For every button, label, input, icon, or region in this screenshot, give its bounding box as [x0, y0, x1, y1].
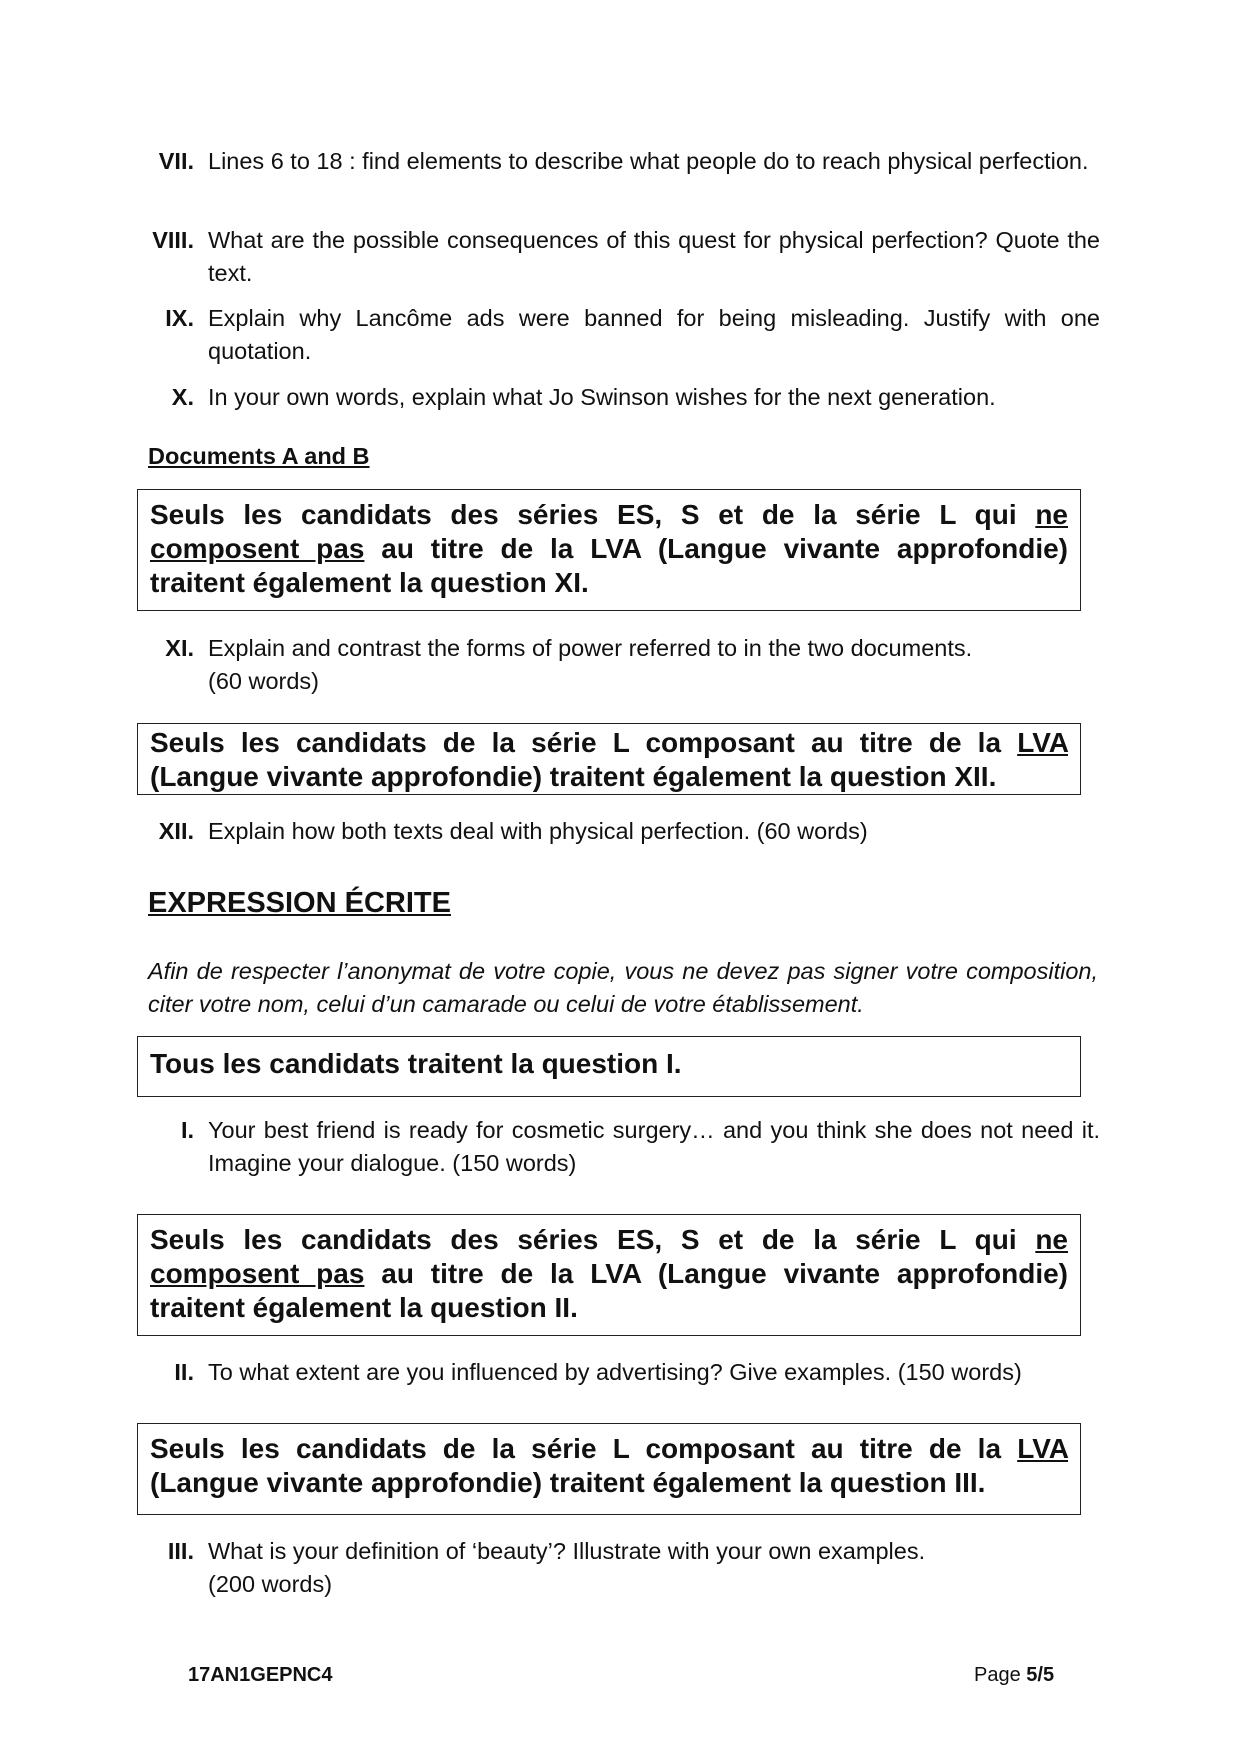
question-text: Explain how both texts deal with physical perfection. (60 words) — [208, 818, 868, 844]
instruction-box-xi — [137, 489, 1081, 611]
question-number: III. — [167, 1538, 194, 1564]
documents-heading: Documents A and B — [148, 443, 370, 469]
footer-exam-code: 17AN1GEPNC4 — [188, 1664, 333, 1686]
question-number: IX. — [165, 305, 194, 331]
question-text: What are the possible consequences of this quest for physical perfection? Quote the text. — [208, 227, 1100, 286]
question-number: XII. — [158, 818, 194, 844]
instruction-box-iii — [137, 1423, 1081, 1515]
box-text: Seuls les candidats de la série L composant au titre de la — [150, 1433, 1018, 1464]
box-text: Seuls les candidats des séries ES, S et de la série L qui — [150, 499, 1036, 530]
question-text: Your best friend is ready for cosmetic surgery… and you think she does not need it. Imagine your dialogue. (150 words) — [208, 1117, 1100, 1176]
expression-ecrite-heading: EXPRESSION ÉCRITE — [148, 887, 451, 919]
question-i — [138, 1114, 1100, 1180]
page-label: Page — [974, 1664, 1027, 1686]
question-word-count: (60 words) — [208, 668, 320, 694]
question-xii — [138, 815, 1100, 848]
box-text: (Langue vivante approfondie) traitent également la question III. — [150, 1467, 986, 1498]
question-number: I. — [180, 1117, 194, 1143]
question-number: VIII. — [152, 227, 194, 253]
question-ix — [138, 302, 1100, 368]
box-text: Seuls les candidats des séries ES, S et de la série L qui — [150, 1224, 1036, 1255]
question-iii — [138, 1535, 1100, 1601]
instruction-box-i — [137, 1036, 1081, 1097]
box-text: Seuls les candidats de la série L composant au titre de la — [150, 727, 1018, 758]
instruction-box-xii — [137, 723, 1081, 795]
box-text-underlined: ne composent pas — [150, 499, 1068, 564]
question-number: II. — [174, 1359, 194, 1385]
question-number: X. — [171, 384, 194, 410]
question-text: In your own words, explain what Jo Swinson wishes for the next generation. — [208, 384, 996, 410]
instruction-box-ii — [137, 1214, 1081, 1336]
box-text-underlined: ne composent pas — [150, 1224, 1068, 1289]
question-vii — [138, 145, 1100, 178]
box-text: Tous les candidats traitent la question I. — [150, 1048, 682, 1079]
box-text-underlined: LVA — [1017, 1433, 1068, 1464]
box-text: au titre de la LVA (Langue vivante approfondie) traitent également la question II. — [150, 1258, 1068, 1323]
question-text: What is your definition of ‘beauty’? Illustrate with your own examples. — [208, 1538, 926, 1564]
anonymity-note: Afin de respecter l’anonymat de votre copie, vous ne devez pas signer votre composition, citer votre nom, celui d’un camarade ou celui de votre établissement. — [148, 958, 1098, 1017]
question-xi — [138, 632, 1100, 698]
question-ii — [138, 1356, 1100, 1389]
footer-page-number — [974, 1664, 1054, 1687]
question-text: To what extent are you influenced by advertising? Give examples. (150 words) — [208, 1359, 1022, 1385]
box-text: au titre de la LVA (Langue vivante approfondie) traitent également la question XI. — [150, 533, 1068, 598]
question-number: XI. — [165, 635, 194, 661]
question-word-count: (200 words) — [208, 1571, 333, 1597]
box-text: (Langue vivante approfondie) traitent également la question XII. — [150, 761, 997, 792]
question-text: Explain why Lancôme ads were banned for being misleading. Justify with one quotation. — [208, 305, 1100, 364]
question-number: VII. — [158, 148, 194, 174]
question-viii — [138, 224, 1100, 290]
question-text: Explain and contrast the forms of power referred to in the two documents. — [208, 635, 973, 661]
question-text: Lines 6 to 18 : find elements to describe what people do to reach physical perfection. — [208, 148, 1089, 174]
box-text-underlined: LVA — [1017, 727, 1068, 758]
question-x — [138, 381, 1100, 414]
page-number: 5/5 — [1026, 1664, 1055, 1686]
